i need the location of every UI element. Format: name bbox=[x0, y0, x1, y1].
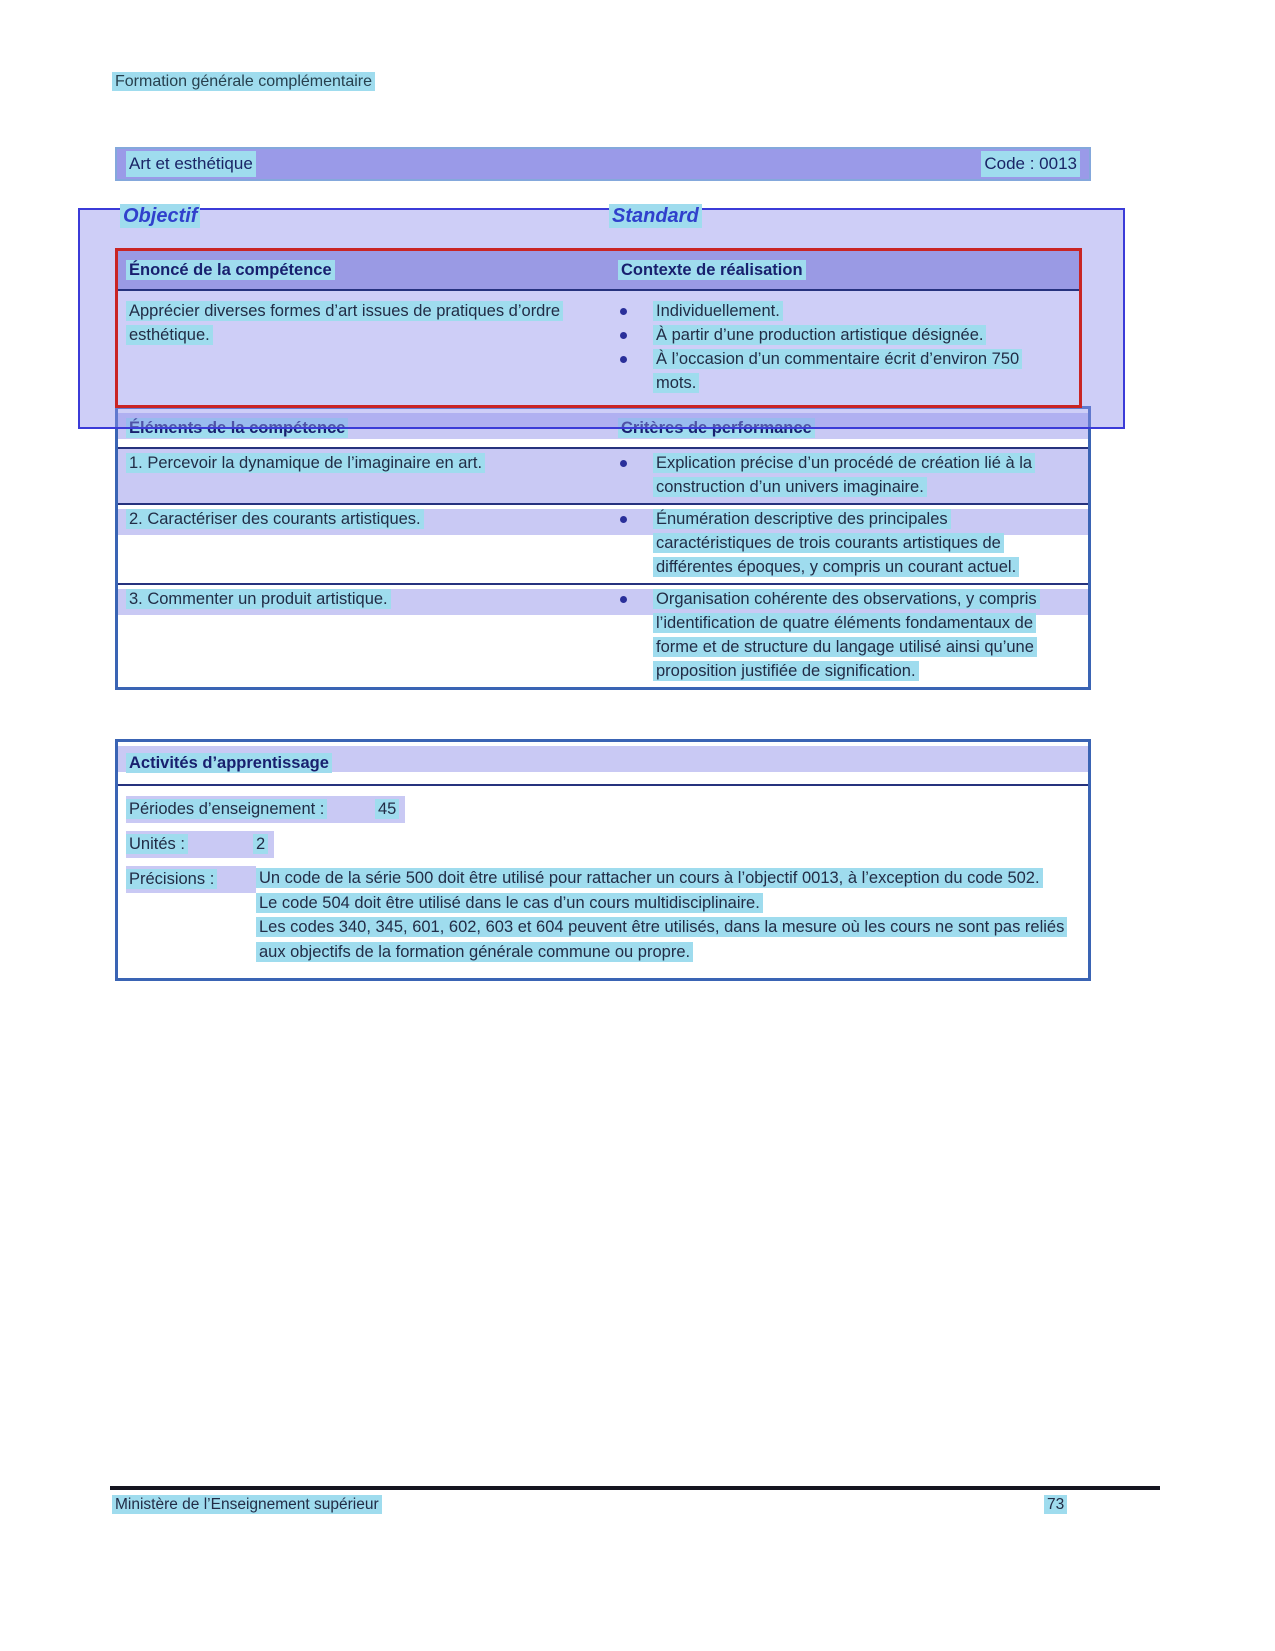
footer-page-number-text: 73 bbox=[1044, 1495, 1067, 1514]
standard-heading bbox=[609, 204, 702, 228]
criteria-header-text: Critères de performance bbox=[618, 418, 815, 438]
units-label: Unités : bbox=[126, 834, 188, 854]
criteria-cell bbox=[610, 507, 1088, 579]
list-item bbox=[610, 299, 1079, 323]
bullet-text-content: À partir d’une production artistique désignée. bbox=[653, 325, 986, 345]
criteria-cell bbox=[610, 587, 1088, 683]
standard-heading-text: Standard bbox=[609, 204, 702, 228]
element-text bbox=[118, 451, 588, 475]
objectif-heading-text: Objectif bbox=[120, 204, 200, 228]
table-row bbox=[118, 503, 1088, 583]
units-value: 2 bbox=[253, 834, 268, 854]
footer-ministry bbox=[112, 1493, 382, 1517]
bullet-icon bbox=[620, 516, 627, 523]
bullet-text bbox=[653, 299, 783, 323]
list-item bbox=[610, 451, 1088, 499]
bullet-text-content: Individuellement. bbox=[653, 301, 783, 321]
bullet-text bbox=[653, 323, 986, 347]
competence-table-header-row bbox=[118, 251, 1079, 291]
competence-statement-cell bbox=[118, 299, 610, 395]
footer-page-number bbox=[1044, 1493, 1067, 1517]
element-text-content: 2. Caractériser des courants artistiques. bbox=[126, 509, 424, 529]
bullet-icon bbox=[620, 460, 627, 467]
element-cell bbox=[118, 507, 610, 579]
precision-paragraph bbox=[256, 915, 1076, 964]
element-cell bbox=[118, 587, 610, 683]
objectif-heading bbox=[120, 204, 200, 228]
bullet-icon bbox=[620, 308, 627, 315]
footer-ministry-text: Ministère de l’Enseignement supérieur bbox=[112, 1495, 382, 1514]
footer-rule bbox=[110, 1486, 1160, 1490]
precisions-label: Précisions : bbox=[126, 869, 217, 889]
elements-criteria-table bbox=[115, 406, 1091, 690]
bullet-icon bbox=[620, 356, 627, 363]
course-title: Art et esthétique bbox=[126, 151, 256, 177]
periods-label-cell bbox=[126, 797, 375, 822]
precision-paragraph bbox=[256, 866, 1076, 891]
activities-body bbox=[118, 786, 1088, 964]
criteria-text-content: Explication précise d’un procédé de création lié à la construction d’un univers imaginaire. bbox=[653, 453, 1035, 497]
table-row bbox=[118, 583, 1088, 687]
section-label bbox=[112, 70, 375, 94]
bullet-text-content: À l’occasion d’un commentaire écrit d’environ 750 mots. bbox=[653, 349, 1022, 393]
criteria-header-cell bbox=[610, 416, 1088, 440]
elements-table-header-row bbox=[118, 409, 1088, 449]
element-text-content: 1. Percevoir la dynamique de l’imaginaire en art. bbox=[126, 453, 485, 473]
bullet-icon bbox=[620, 596, 627, 603]
bullet-text bbox=[653, 347, 1049, 395]
periods-band bbox=[126, 796, 405, 823]
precision-paragraph bbox=[256, 891, 1076, 916]
list-item bbox=[610, 587, 1088, 683]
competence-table bbox=[115, 248, 1082, 408]
periods-label: Périodes d’enseignement : bbox=[126, 799, 327, 819]
precisions-row bbox=[126, 866, 1080, 964]
precision-text: Le code 504 doit être utilisé dans le cas d’un cours multidisciplinaire. bbox=[256, 893, 763, 913]
periods-row bbox=[126, 796, 1080, 823]
criteria-text-content: Énumération descriptive des principales caractéristiques de trois courants artistiques de différentes époques, y compris un courant actuel. bbox=[653, 509, 1019, 577]
precisions-label-cell bbox=[126, 866, 256, 893]
element-text bbox=[118, 587, 588, 611]
context-header-text: Contexte de réalisation bbox=[618, 260, 806, 280]
activities-title-row bbox=[118, 742, 1088, 786]
units-label-cell bbox=[126, 832, 253, 857]
section-label-text: Formation générale complémentaire bbox=[112, 72, 375, 91]
elements-header-cell bbox=[118, 416, 610, 440]
bullet-icon bbox=[620, 332, 627, 339]
periods-value: 45 bbox=[375, 799, 399, 819]
criteria-cell bbox=[610, 451, 1088, 499]
criteria-text bbox=[653, 451, 1053, 499]
list-item bbox=[610, 323, 1079, 347]
list-item bbox=[610, 347, 1079, 395]
criteria-text bbox=[653, 587, 1053, 683]
units-band bbox=[126, 831, 274, 858]
list-item bbox=[610, 507, 1088, 579]
competence-table-body-row bbox=[118, 291, 1079, 405]
course-code: Code : 0013 bbox=[981, 151, 1080, 177]
precisions-content bbox=[256, 866, 1076, 964]
precision-text: Les codes 340, 345, 601, 602, 603 et 604 peuvent être utilisés, dans la mesure où les cours ne sont pas reliés aux objectifs de la formation générale commune ou propre. bbox=[256, 917, 1067, 962]
competence-header-cell bbox=[118, 251, 610, 289]
element-text bbox=[118, 507, 588, 531]
units-row bbox=[126, 831, 1080, 858]
course-title-bar bbox=[115, 147, 1091, 181]
competence-header-text: Énoncé de la compétence bbox=[126, 260, 335, 280]
competence-statement bbox=[118, 299, 580, 347]
context-header-cell bbox=[610, 251, 1079, 289]
competence-statement-text: Apprécier diverses formes d’art issues de pratiques d’ordre esthétique. bbox=[126, 301, 563, 345]
criteria-text bbox=[653, 507, 1053, 579]
context-bullet-list bbox=[610, 299, 1079, 395]
activities-box bbox=[115, 739, 1091, 981]
criteria-text-content: Organisation cohérente des observations, y compris l’identification de quatre éléments fondamentaux de forme et de structure du langage utilisé ainsi qu’une proposition justifiée de signification. bbox=[653, 589, 1040, 681]
elements-header-text: Éléments de la compétence bbox=[126, 418, 348, 438]
precision-text: Un code de la série 500 doit être utilisé pour rattacher un cours à l’objectif 0013, à l’exception du code 502. bbox=[256, 868, 1043, 888]
table-row bbox=[118, 449, 1088, 503]
element-cell bbox=[118, 451, 610, 499]
element-text-content: 3. Commenter un produit artistique. bbox=[126, 589, 391, 609]
activities-title: Activités d’apprentissage bbox=[126, 753, 332, 773]
